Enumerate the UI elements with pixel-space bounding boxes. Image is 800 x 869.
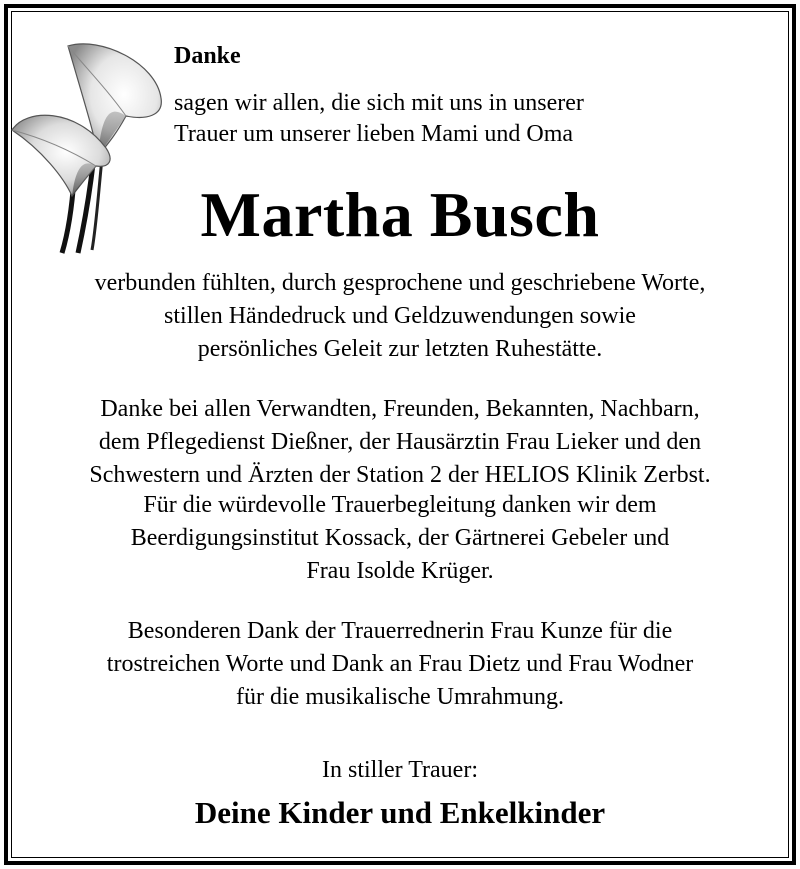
thanks-paragraph-speaker-music: Besonderen Dank der Trauerrednerin Frau Kunze für die trostreichen Worte und Dank an Frau Dietz und Frau Wodner für die musikalische Umrahmung. — [106, 618, 694, 710]
thanks-paragraph-funeral-service: Für die würdevolle Trauerbegleitung danken wir dem Beerdigungsinstitut Kossack, der Gärtnerei Gebeler und Frau Isolde Krüger. — [130, 492, 670, 584]
danke-heading: Danke — [174, 43, 241, 69]
deceased-name: Martha Busch — [200, 179, 600, 250]
intro-text: sagen wir allen, die sich mit uns in unserer Trauer um unserer lieben Mami und Oma — [174, 90, 584, 147]
closing-line: In stiller Trauer: — [322, 757, 478, 783]
signature: Deine Kinder und Enkelkinder — [194, 795, 606, 830]
thanks-paragraph-relatives: Danke bei allen Verwandten, Freunden, Bekannten, Nachbarn, dem Pflegedienst Dießner, der Hausärztin Frau Lieker und den Schwestern und Ärzten der Station 2 der HELIOS Klinik Zerbst. — [89, 396, 711, 488]
thanks-paragraph-words: verbunden fühlten, durch gesprochene und geschriebene Worte, stillen Händedruck und Geldzuwendungen sowie persönliches Geleit zur letzten Ruhestätte. — [94, 270, 706, 362]
